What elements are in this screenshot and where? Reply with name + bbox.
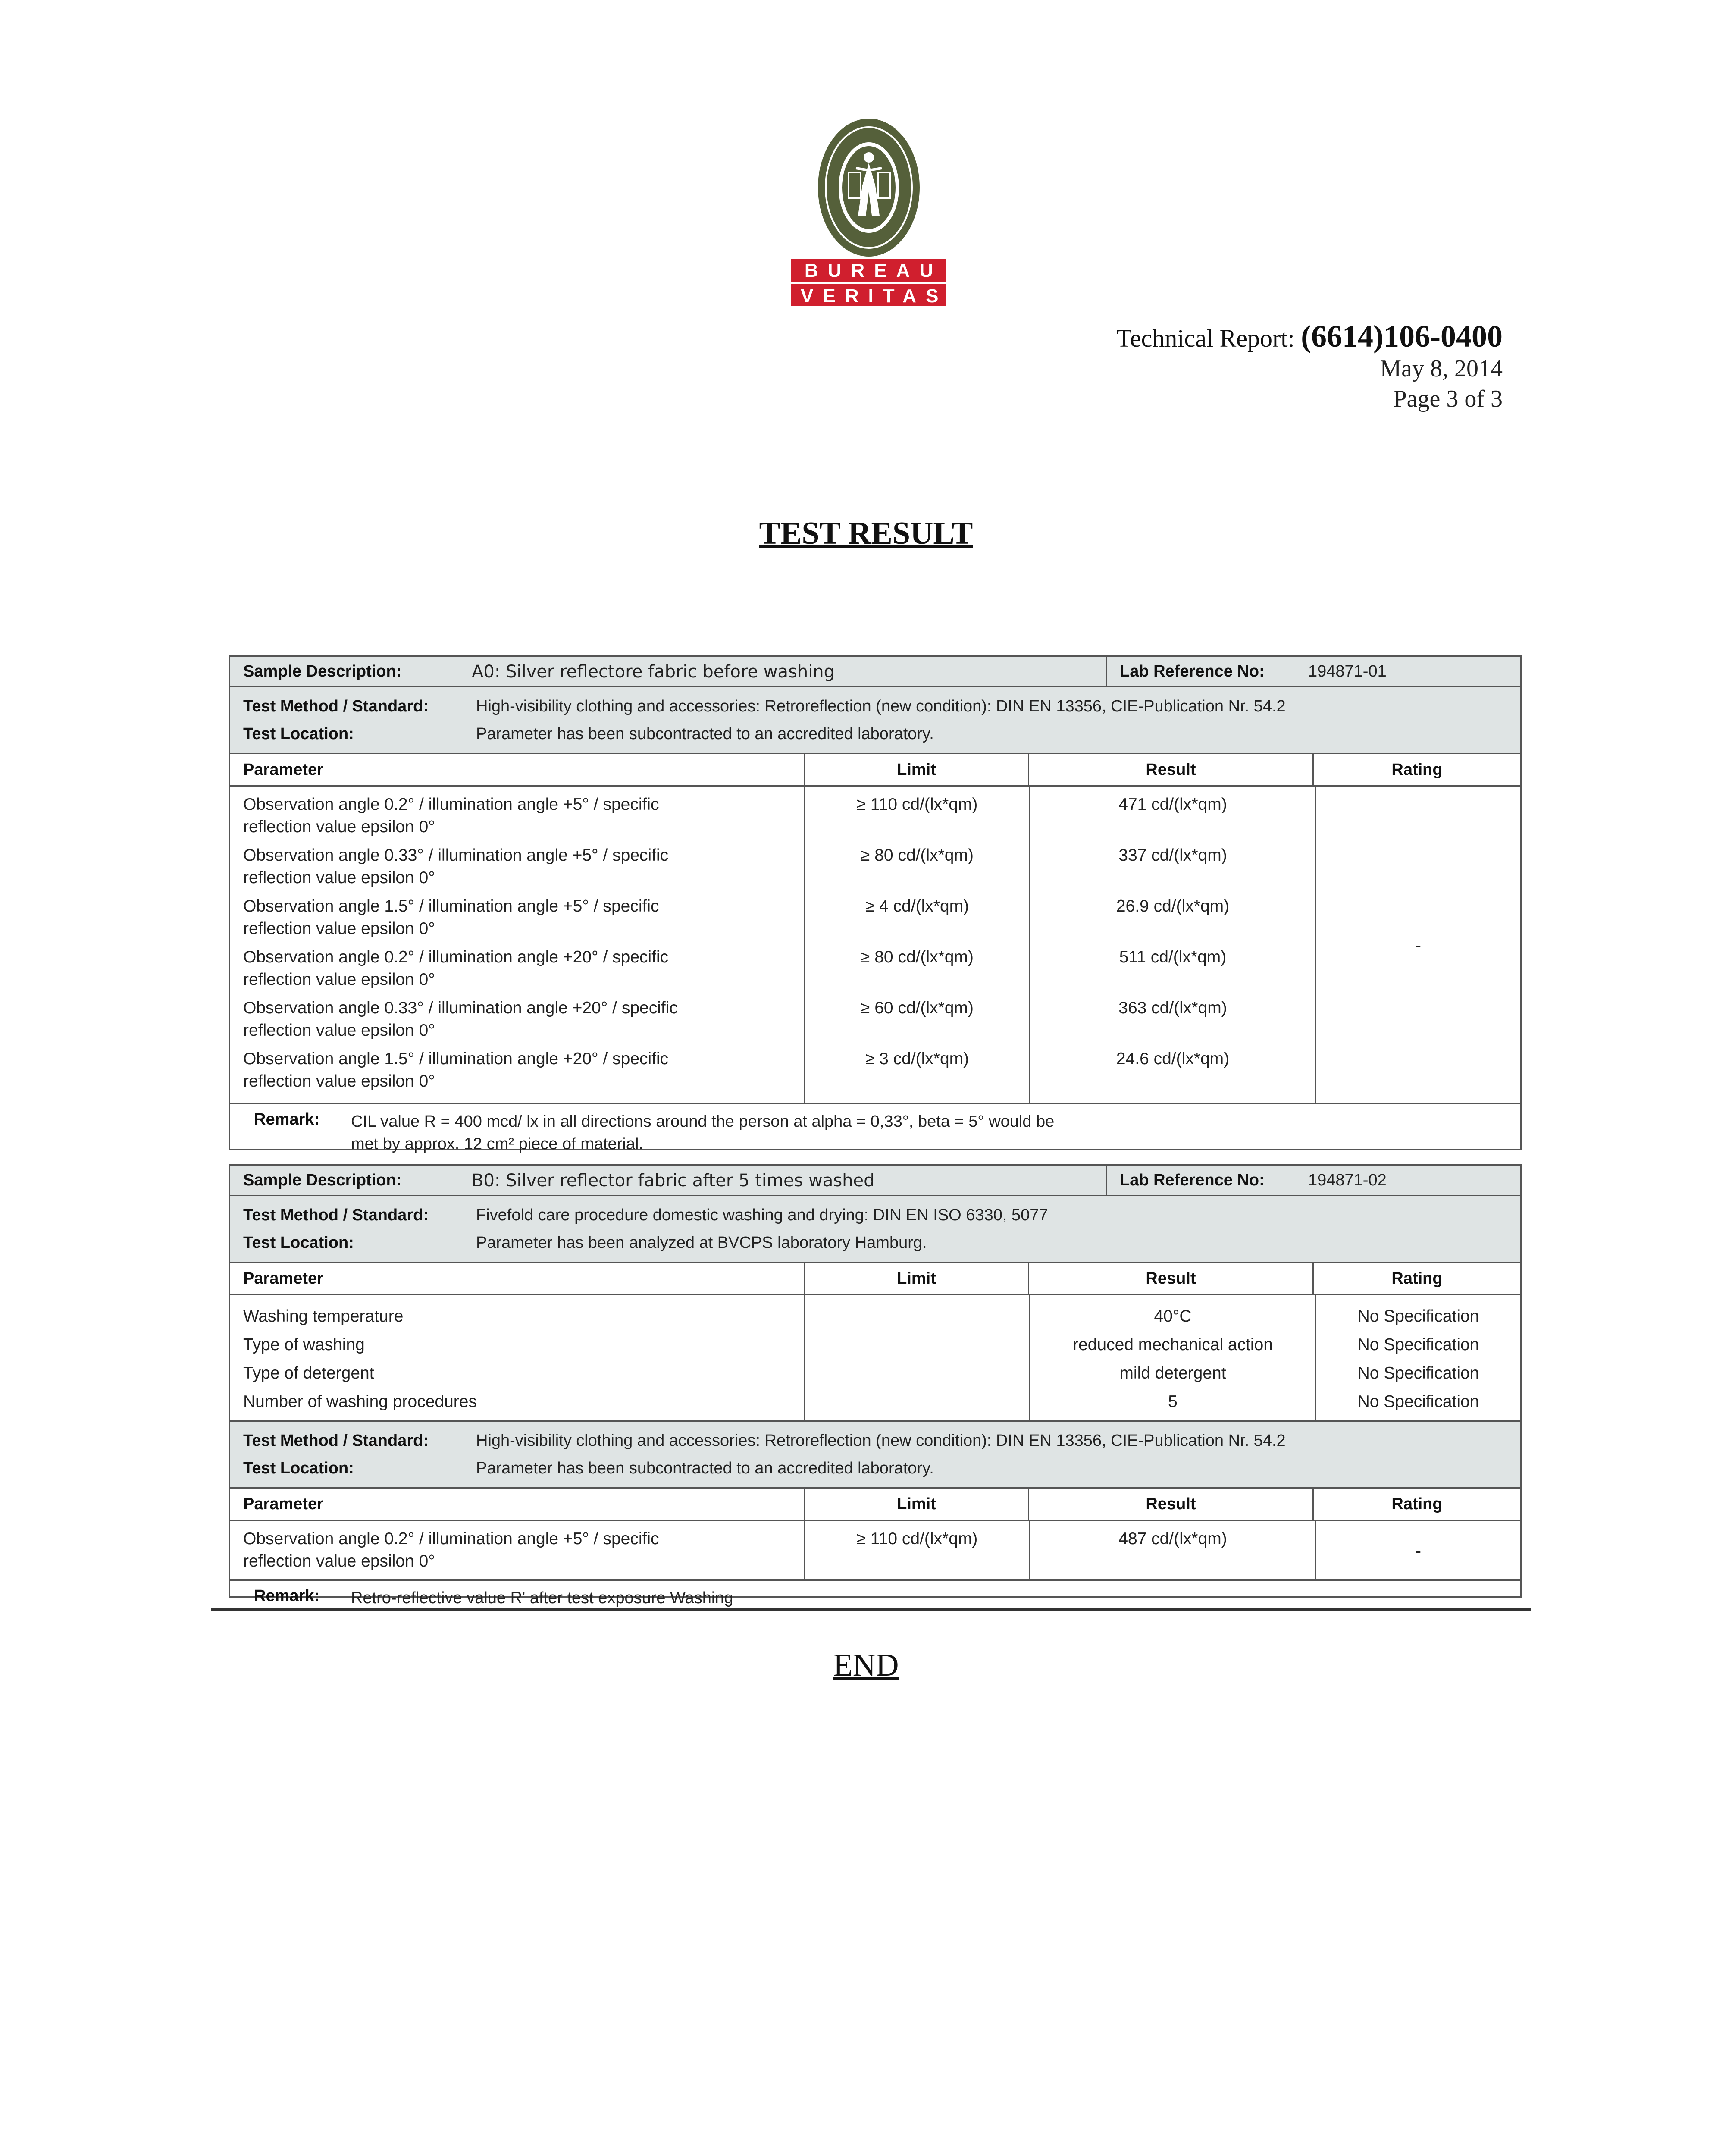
rating-cell xyxy=(1315,787,1520,1103)
limit-value: ≥ 60 cd/(lx*qm) xyxy=(861,999,974,1017)
washing-results xyxy=(230,1295,1520,1422)
table-bottom-rule xyxy=(211,1608,1531,1611)
result-value: 487 cd/(lx*qm) xyxy=(1118,1529,1227,1548)
col-result: Result xyxy=(1028,1489,1312,1520)
col-limit: Limit xyxy=(804,1489,1028,1520)
sample-description-value: B0: Silver reflector fabric after 5 times washed xyxy=(472,1170,875,1191)
sample-b-table xyxy=(229,1164,1522,1607)
parameter-cell xyxy=(230,1295,804,1420)
result-value: 337 cd/(lx*qm) xyxy=(1118,846,1227,865)
result-cell xyxy=(1029,1521,1315,1579)
sample-b-description-bar xyxy=(230,1166,1520,1196)
test-location-label: Test Location: xyxy=(243,1233,354,1252)
parameter-cell xyxy=(230,787,804,1103)
col-parameter: Parameter xyxy=(243,1269,323,1288)
lab-reference-label: Lab Reference No: xyxy=(1106,1166,1308,1195)
test-location-value: Parameter has been subcontracted to an accredited laboratory. xyxy=(476,1459,934,1477)
result-value: 363 cd/(lx*qm) xyxy=(1118,999,1227,1017)
rating-value: No Specification xyxy=(1357,1392,1479,1411)
parameter-cell xyxy=(230,1521,804,1579)
bureau-veritas-logo xyxy=(791,116,946,306)
limit-value: ≥ 80 cd/(lx*qm) xyxy=(861,846,974,865)
sample-a-method xyxy=(230,687,1520,754)
limit-value: ≥ 110 cd/(lx*qm) xyxy=(856,795,978,814)
col-parameter: Parameter xyxy=(243,760,323,779)
page-indicator: Page 3 of 3 xyxy=(1393,385,1503,412)
sample-description-label: Sample Description: xyxy=(243,1171,402,1189)
logo-band-veritas: VERITAS xyxy=(791,282,946,306)
limit-value: ≥ 110 cd/(lx*qm) xyxy=(856,1529,978,1548)
result-value: 26.9 cd/(lx*qm) xyxy=(1116,897,1230,915)
page-title: TEST RESULT xyxy=(759,516,973,551)
result-value: 5 xyxy=(1168,1392,1178,1411)
remark-label: Remark: xyxy=(254,1587,320,1605)
report-label: Technical Report: xyxy=(1116,324,1295,352)
result-value: 24.6 cd/(lx*qm) xyxy=(1116,1050,1230,1068)
col-rating: Rating xyxy=(1312,1489,1520,1520)
test-location-value: Parameter has been analyzed at BVCPS laboratory Hamburg. xyxy=(476,1233,927,1252)
remark-value: CIL value R = 400 mcd/ lx in all directions around the person at alpha = 0,33°, beta = 5° would be met by approx. 12 cm² piece of material. xyxy=(351,1112,1055,1153)
test-method-value: Fivefold care procedure domestic washing and drying: DIN EN ISO 6330, 5077 xyxy=(476,1206,1048,1224)
sample-b-method-washing xyxy=(230,1196,1520,1263)
limit-cell xyxy=(804,787,1029,1103)
rating-value: No Specification xyxy=(1357,1335,1479,1354)
table-row: Observation angle 0.2° / illumination angle +5° / specific reflection value epsilon 0° xyxy=(243,1529,659,1570)
sample-a-results xyxy=(230,787,1520,1104)
remark-value: Retro-reflective value R' after test exposure Washing xyxy=(351,1589,733,1607)
limit-value: ≥ 4 cd/(lx*qm) xyxy=(865,897,969,915)
table-row: Observation angle 1.5° / illumination angle +5° / specific reflection value epsilon 0° xyxy=(243,897,659,938)
sample-description-label: Sample Description: xyxy=(243,662,402,680)
table-row: Washing temperature xyxy=(243,1307,404,1326)
test-method-value: High-visibility clothing and accessories: Retroreflection (new condition): DIN EN 13356, CIE-Publication Nr. 54.2 xyxy=(476,1431,1286,1450)
report-header xyxy=(1117,321,1503,414)
table-row: Observation angle 0.2° / illumination angle +5° / specific reflection value epsilon 0° xyxy=(243,795,659,836)
lab-reference-label: Lab Reference No: xyxy=(1106,657,1308,686)
sample-a-table xyxy=(229,655,1522,1153)
col-limit: Limit xyxy=(804,1263,1028,1294)
column-header-row xyxy=(230,1263,1520,1295)
result-value: mild detergent xyxy=(1119,1364,1226,1382)
sample-a-description-bar xyxy=(230,657,1520,687)
test-method-label: Test Method / Standard: xyxy=(243,1206,429,1224)
col-parameter: Parameter xyxy=(243,1495,323,1513)
rating-cell xyxy=(1315,1295,1520,1420)
logo-seal-icon xyxy=(815,116,923,259)
table-row: Type of washing xyxy=(243,1335,365,1354)
result-value: 511 cd/(lx*qm) xyxy=(1119,948,1227,966)
result-value: 40°C xyxy=(1154,1307,1192,1326)
limit-value: ≥ 80 cd/(lx*qm) xyxy=(861,948,974,966)
report-number-line xyxy=(1117,321,1503,354)
test-location-value: Parameter has been subcontracted to an accredited laboratory. xyxy=(476,724,934,743)
test-method-label: Test Method / Standard: xyxy=(243,1431,429,1450)
sample-description-value: A0: Silver reflectore fabric before washing xyxy=(472,661,835,682)
test-location-label: Test Location: xyxy=(243,1459,354,1477)
limit-value: ≥ 3 cd/(lx*qm) xyxy=(865,1050,969,1068)
report-number: (6614)106-0400 xyxy=(1301,319,1503,354)
rating-cell xyxy=(1315,1521,1520,1579)
table-row: Observation angle 1.5° / illumination angle +20° / specific reflection value epsilon 0° xyxy=(243,1050,669,1091)
test-method-value: High-visibility clothing and accessories: Retroreflection (new condition): DIN EN 13356, CIE-Publication Nr. 54.2 xyxy=(476,697,1286,715)
limit-cell xyxy=(804,1295,1029,1420)
rating-value: - xyxy=(1416,1542,1421,1561)
col-rating: Rating xyxy=(1312,1263,1520,1294)
remark-label: Remark: xyxy=(254,1110,320,1128)
test-method-label: Test Method / Standard: xyxy=(243,697,429,715)
result-value: reduced mechanical action xyxy=(1073,1335,1273,1354)
rating-value: - xyxy=(1416,937,1421,955)
end-marker: END xyxy=(833,1648,899,1683)
table-row: Observation angle 0.33° / illumination angle +20° / specific reflection value epsilon 0° xyxy=(243,999,678,1040)
rating-value: No Specification xyxy=(1357,1364,1479,1382)
rating-value: No Specification xyxy=(1357,1307,1479,1326)
col-limit: Limit xyxy=(804,754,1028,785)
table-row: Type of detergent xyxy=(243,1364,374,1382)
limit-cell xyxy=(804,1521,1029,1579)
col-rating: Rating xyxy=(1312,754,1520,785)
logo-band-bureau: BUREAU xyxy=(791,259,946,282)
table-row: Number of washing procedures xyxy=(243,1392,477,1411)
col-result: Result xyxy=(1028,754,1312,785)
result-value: 471 cd/(lx*qm) xyxy=(1118,795,1227,814)
table-row: Observation angle 0.2° / illumination angle +20° / specific reflection value epsilon 0° xyxy=(243,948,669,989)
result-cell xyxy=(1029,1295,1315,1420)
result-cell xyxy=(1029,787,1315,1103)
col-result: Result xyxy=(1028,1263,1312,1294)
test-location-label: Test Location: xyxy=(243,724,354,743)
column-header-row xyxy=(230,754,1520,787)
lab-reference-value: 194871-01 xyxy=(1308,662,1387,680)
sample-b-method-retroreflection xyxy=(230,1422,1520,1489)
table-row: Observation angle 0.33° / illumination angle +5° / specific reflection value epsilon 0° xyxy=(243,846,669,887)
sample-b-reflection-results xyxy=(230,1521,1520,1581)
report-date: May 8, 2014 xyxy=(1380,355,1503,382)
column-header-row xyxy=(230,1489,1520,1521)
sample-a-remark xyxy=(230,1104,1520,1159)
lab-reference-value: 194871-02 xyxy=(1308,1171,1387,1189)
